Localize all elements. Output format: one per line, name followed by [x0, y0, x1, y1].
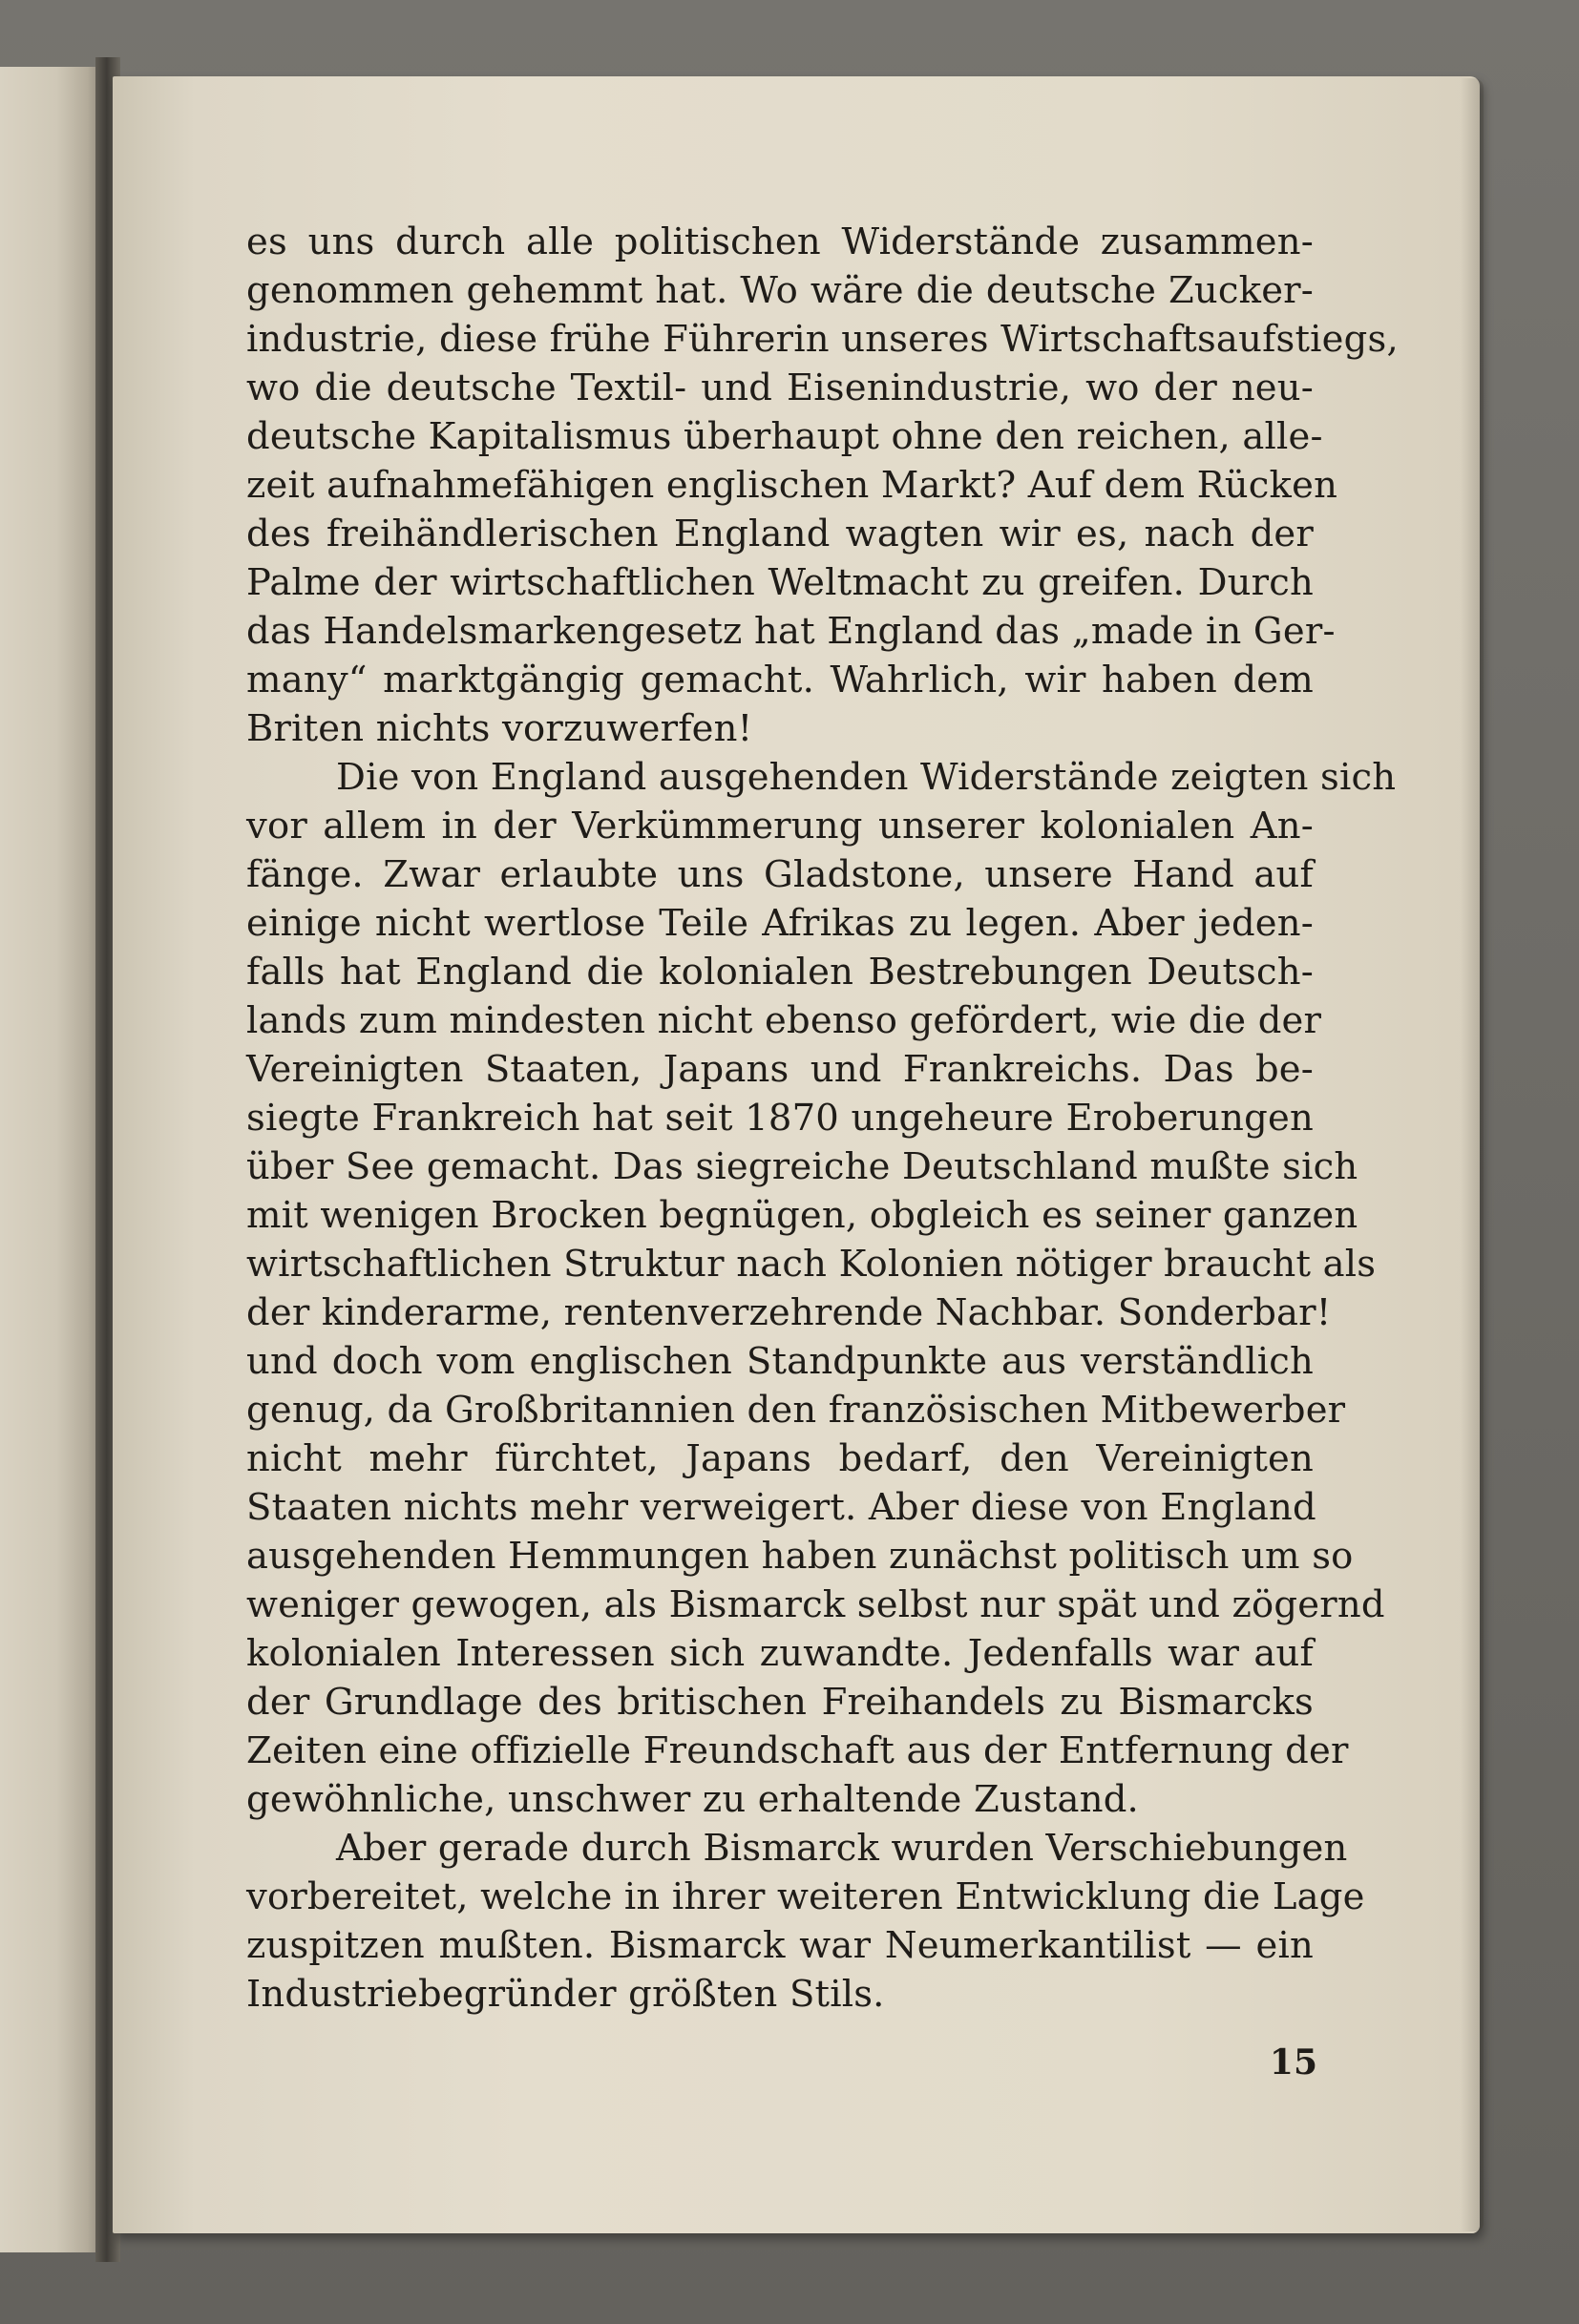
text-line: Aber gerade durch Bismarck wurden Verschiebungen [336, 1827, 1348, 1870]
text-line: siegte Frankreich hat seit 1870 ungeheure Eroberungen [246, 1097, 1314, 1140]
text-line: wo die deutsche Textil- und Eisenindustrie, wo der neu- [246, 366, 1314, 409]
text-line: vor allem in der Verkümmerung unserer kolonialen An- [246, 805, 1314, 848]
page-body-text [246, 218, 1399, 2019]
page-number: 15 [1269, 2042, 1317, 2083]
text-line: über See gemacht. Das siegreiche Deutschland mußte sich [246, 1145, 1358, 1188]
text-line: kolonialen Interessen sich zuwandte. Jedenfalls war auf [246, 1632, 1314, 1675]
text-line: Staaten nichts mehr verweigert. Aber diese von England [246, 1486, 1316, 1529]
text-line: lands zum mindesten nicht ebenso gefördert, wie die der [246, 999, 1322, 1042]
text-line: Industriebegründer größten Stils. [246, 1973, 885, 2016]
text-line: Die von England ausgehenden Widerstände zeigten sich [336, 756, 1397, 799]
text-line: der Grundlage des britischen Freihandels zu Bismarcks [246, 1681, 1314, 1724]
paragraph [246, 218, 1399, 753]
text-line: mit wenigen Brocken begnügen, obgleich es seiner ganzen [246, 1194, 1358, 1237]
text-line: das Handelsmarkengesetz hat England das „made in Ger- [246, 610, 1336, 653]
text-line: einige nicht wertlose Teile Afrikas zu legen. Aber jeden- [246, 902, 1314, 945]
text-line: fänge. Zwar erlaubte uns Gladstone, unsere Hand auf [246, 853, 1314, 896]
text-line: Palme der wirtschaftlichen Weltmacht zu greifen. Durch [246, 561, 1314, 604]
text-line: genommen gehemmt hat. Wo wäre die deutsche Zucker- [246, 269, 1314, 312]
text-line: weniger gewogen, als Bismarck selbst nur spät und zögernd [246, 1583, 1385, 1626]
text-line: zeit aufnahmefähigen englischen Markt? Auf dem Rücken [246, 464, 1338, 507]
text-line: es uns durch alle politischen Widerstände zusammen- [246, 220, 1314, 263]
left-page-edge [0, 67, 103, 2252]
text-line: deutsche Kapitalismus überhaupt ohne den reichen, alle- [246, 415, 1323, 458]
text-line: zuspitzen mußten. Bismarck war Neumerkantilist — ein [246, 1924, 1314, 1967]
text-line: falls hat England die kolonialen Bestrebungen Deutsch- [246, 951, 1314, 994]
text-line: Zeiten eine offizielle Freundschaft aus der Entfernung der [246, 1729, 1349, 1772]
text-line: many“ marktgängig gemacht. Wahrlich, wir haben dem [246, 659, 1314, 701]
text-line: industrie, diese frühe Führerin unseres Wirtschaftsaufstiegs, [246, 318, 1399, 361]
text-line: Briten nichts vorzuwerfen! [246, 707, 753, 750]
text-line: nicht mehr fürchtet, Japans bedarf, den Vereinigten [246, 1437, 1314, 1480]
text-line: gewöhnliche, unschwer zu erhaltende Zustand. [246, 1778, 1139, 1821]
text-line: wirtschaftlichen Struktur nach Kolonien nötiger braucht als [246, 1243, 1377, 1286]
text-line: des freihändlerischen England wagten wir es, nach der [246, 513, 1314, 555]
paragraph [246, 1824, 1365, 2019]
text-line: Vereinigten Staaten, Japans und Frankreichs. Das be- [246, 1048, 1314, 1091]
text-line: der kinderarme, rentenverzehrende Nachbar. Sonderbar! [246, 1291, 1332, 1334]
text-line: und doch vom englischen Standpunkte aus verständlich [246, 1340, 1314, 1383]
text-line: ausgehenden Hemmungen haben zunächst politisch um so [246, 1535, 1354, 1578]
text-line: vorbereitet, welche in ihrer weiteren Entwicklung die Lage [246, 1875, 1365, 1918]
text-line: genug, da Großbritannien den französischen Mitbewerber [246, 1389, 1346, 1432]
paragraph [246, 753, 1397, 1824]
